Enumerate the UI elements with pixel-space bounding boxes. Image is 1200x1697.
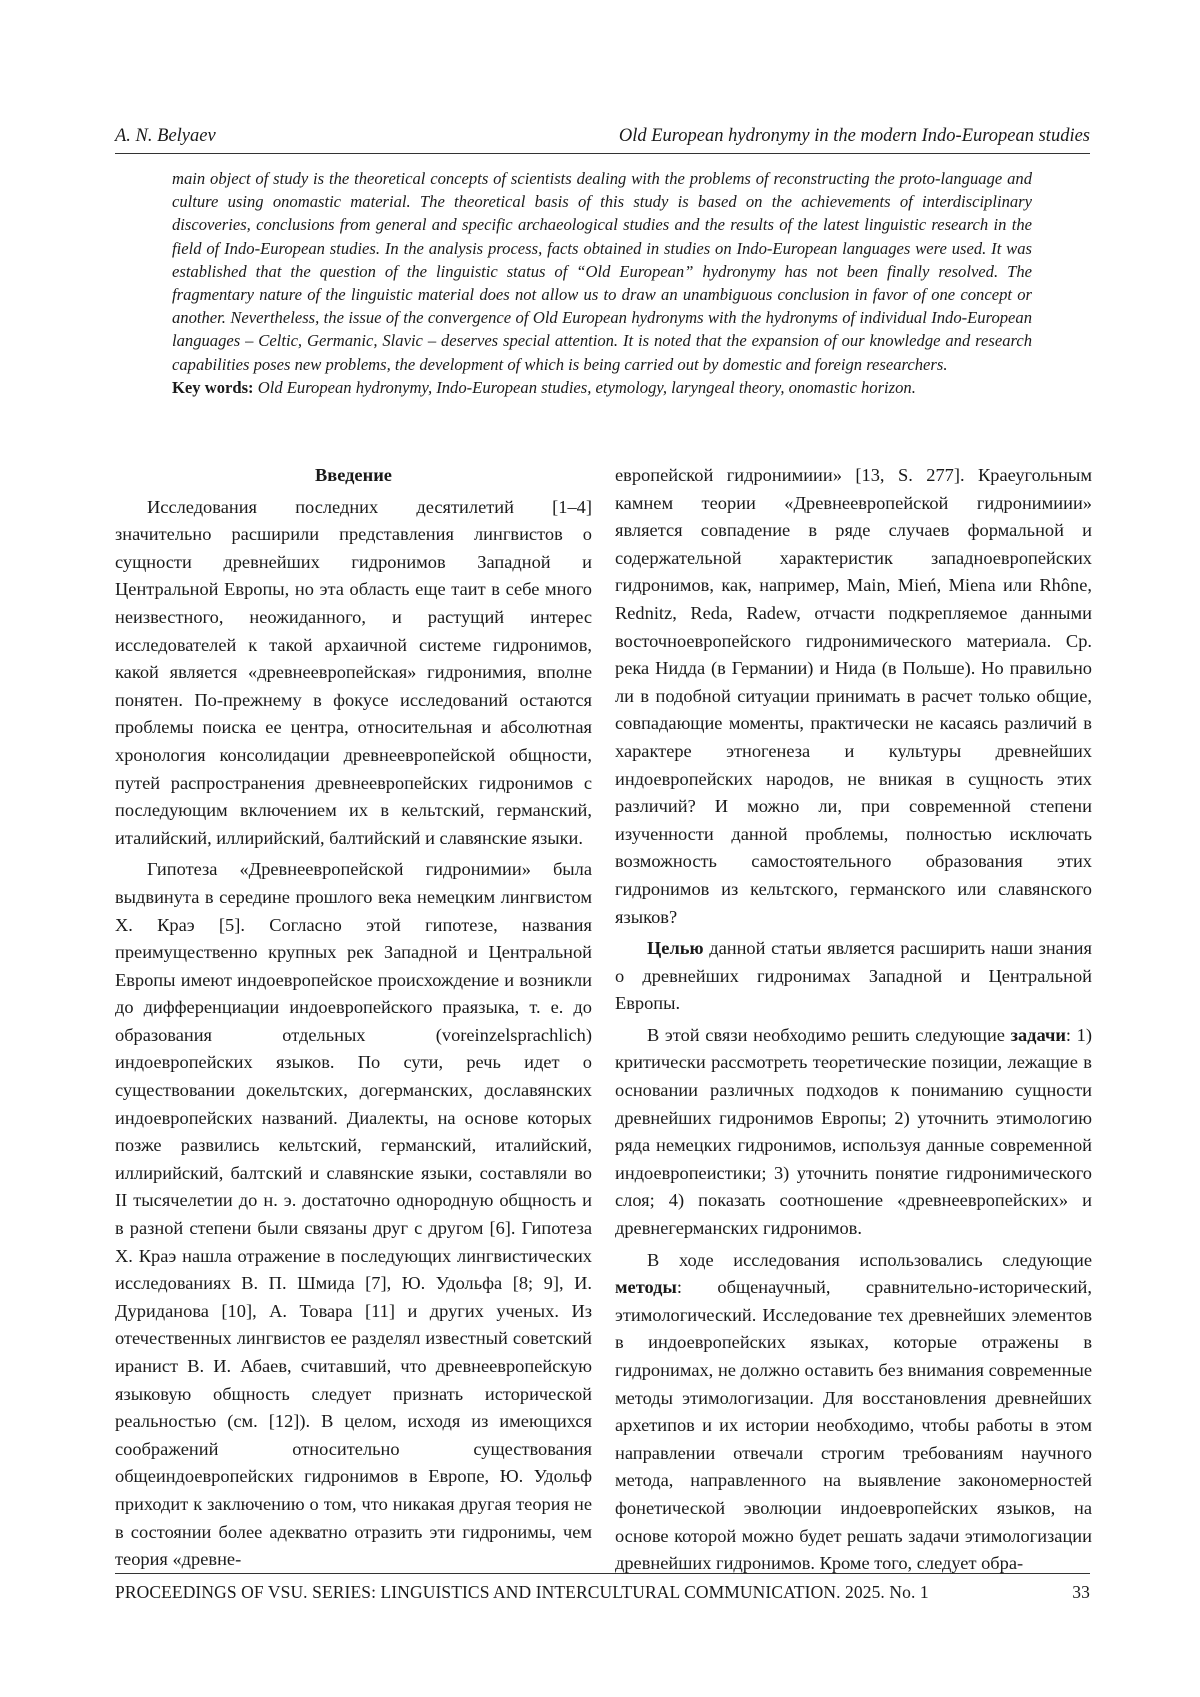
goal-label: Целью xyxy=(647,938,704,959)
methods-intro: В ходе исследования использовались следующие xyxy=(647,1249,1092,1270)
right-column xyxy=(615,462,1092,1582)
paragraph-tasks xyxy=(615,1022,1092,1243)
footer-journal: PROCEEDINGS OF VSU. SERIES: LINGUISTICS AND INTERCULTURAL COMMUNICATION. 2025. No. 1 xyxy=(115,1582,929,1602)
header-running-title: Old European hydronymy in the modern Indo-European studies xyxy=(618,126,1090,146)
keywords-line xyxy=(172,376,1032,399)
section-heading-introduction: Введение xyxy=(315,465,392,485)
paragraph: Гипотеза «Древнеевропейской гидронимии» была выдвинута в середине прошлого века немецким лингвистом Х. Краэ [5]. Согласно этой гипотезе, названия преимущественно крупных рек Западной и Центральной Европы имеют индоевропейское происхождение и возникли до дифференциации индоевропейского праязыка, т. е. до образования отдельных (voreinzelsprachlich) индоевропейских языков. По сути, речь идет о существовании докельтских, догерманских, дославянских индоевропейских названий. Диалекты, на основе которых позже развились кельтский, германский, италийский, иллирийский, балтский и славянские языки, составляли во II тысячелетии до н. э. достаточно однородную общность и в разной степени были связаны друг с другом [6]. Гипотеза Х. Краэ нашла отражение в последующих лингвистических исследованиях В. П. Шмида [7], Ю. Удольфа [8; 9], И. Дуриданова [10], А. Товара [11] и других ученых. Из отечественных лингвистов ее разделял известный советский иранист В. И. Абаев, считавший, что древнеевропейскую языковую общность следует признать исторической реальностью (см. [12]). В целом, исходя из имеющихся соображений относительно существования общеиндоевропейских гидронимов в Европе, Ю. Удольф приходит к заключению о том, что никакая другая теория не в состоянии более адекватно отразить эти гидронимы, чем теория «древне- xyxy=(115,859,592,1570)
abstract-text: main object of study is the theoretical concepts of scientists dealing with the problems of reconstructing the proto-language and culture using onomastic material. The theoretical basis of this study is based on the achievements of interdisciplinary discoveries, conclusions from general and specific archaeological studies and the results of the latest linguistic research in the field of Indo-European studies. In the analysis process, facts obtained in studies on Indo-European languages were used. It was established that the question of the linguistic status of “Old European” hydronymy has not been finally resolved. The fragmentary nature of the linguistic material does not allow us to draw an unambiguous conclusion in favor of one concept or another. Nevertheless, the issue of the convergence of Old European hydronyms with the hydronyms of individual Indo-European languages – Celtic, Germanic, Slavic – deserves special attention. It is noted that the expansion of our knowledge and research capabilities poses new problems, the development of which is being carried out by domestic and foreign researchers. xyxy=(172,169,1032,374)
running-header xyxy=(115,126,1090,154)
header-author: A. N. Belyaev xyxy=(115,126,216,146)
keywords-text: Old European hydronymy, Indo-European studies, etymology, laryngeal theory, onomastic horizon. xyxy=(257,377,916,397)
keywords-label: Key words: xyxy=(172,377,254,397)
methods-label: методы xyxy=(615,1277,677,1298)
goal-text: данной статьи является расширить наши знания о древнейших гидронимах Западной и Центральной Европы. xyxy=(615,938,1092,1014)
abstract-block xyxy=(172,167,1032,399)
methods-text: : общенаучный, сравнительно-исторический, этимологический. Исследование тех древнейших элементов в индоевропейских языках, которые отражены в гидронимах, не должно оставить без внимания современные методы этимологизации. Для восстановления древнейших архетипов и их истории необходимо, чтобы работы в этом направлении отвечали строгим требованиям научного метода, направленного на выявление закономерностей фонетической эволюции индоевропейских языков, на основе которой можно будет решать задачи этимологизации древнейших гидронимов. Кроме того, следует обра- xyxy=(615,1277,1092,1574)
left-column xyxy=(115,462,592,1578)
paragraph-continuation: европейской гидронимиии» [13, S. 277]. Краеугольным камнем теории «Древнеевропейской гидронимиии» является совпадение в ряде случаев формальной и содержательной характеристик западноевропейских гидронимов, как, например, Main, Mień, Miena или Rhône, Rednitz, Reda, Radew, отчасти подкрепляемое данными восточноевропейского гидронимического материала. Ср. река Нидда (в Германии) и Нида (в Польше). Но правильно ли в подобной ситуации принимать в расчет только общие, совпадающие моменты, практически не касаясь различий в характере этногенеза и культуры древнейших индоевропейских народов, не вникая в сущность этих различий? И можно ли, при современной степени изученности данной проблемы, полностью исключать возможность самостоятельного образования этих гидронимов из кельтского, германского или славянского языков? xyxy=(615,465,1092,927)
tasks-text: : 1) критически рассмотреть теоретические позиции, лежащие в основании различных подходов к пониманию сущности древнейших гидронимов Европы; 2) уточнить этимологию ряда немецких гидронимов, используя данные современной индоевропеистики; 3) уточнить понятие гидронимического слоя; 4) показать соотношение «древнеевропейских» и древнегерманских гидронимов. xyxy=(615,1024,1092,1239)
page-footer xyxy=(115,1573,1090,1603)
page-number: 33 xyxy=(1072,1582,1090,1602)
paragraph-methods xyxy=(615,1247,1092,1578)
tasks-intro: В этой связи необходимо решить следующие xyxy=(647,1024,1011,1045)
paragraph: Исследования последних десятилетий [1–4] значительно расширили представления лингвистов о сущности древнейших гидронимов Западной и Центральной Европы, но эта область еще таит в себе много неизвестного, неожиданного, и растущий интерес исследователей к такой архаичной системе гидронимов, какой является «древнеевропейская» гидронимия, вполне понятен. По-прежнему в фокусе исследований остаются проблемы поиска ее центра, относительная и абсолютная хронология консолидации древнеевропейской общности, путей распространения древнеевропейских гидронимов с последующим включением их в кельтский, германский, италийский, иллирийский, балтийский и славянские языки. xyxy=(115,496,592,848)
tasks-label: задачи xyxy=(1010,1024,1066,1045)
paragraph-goal xyxy=(615,935,1092,1018)
